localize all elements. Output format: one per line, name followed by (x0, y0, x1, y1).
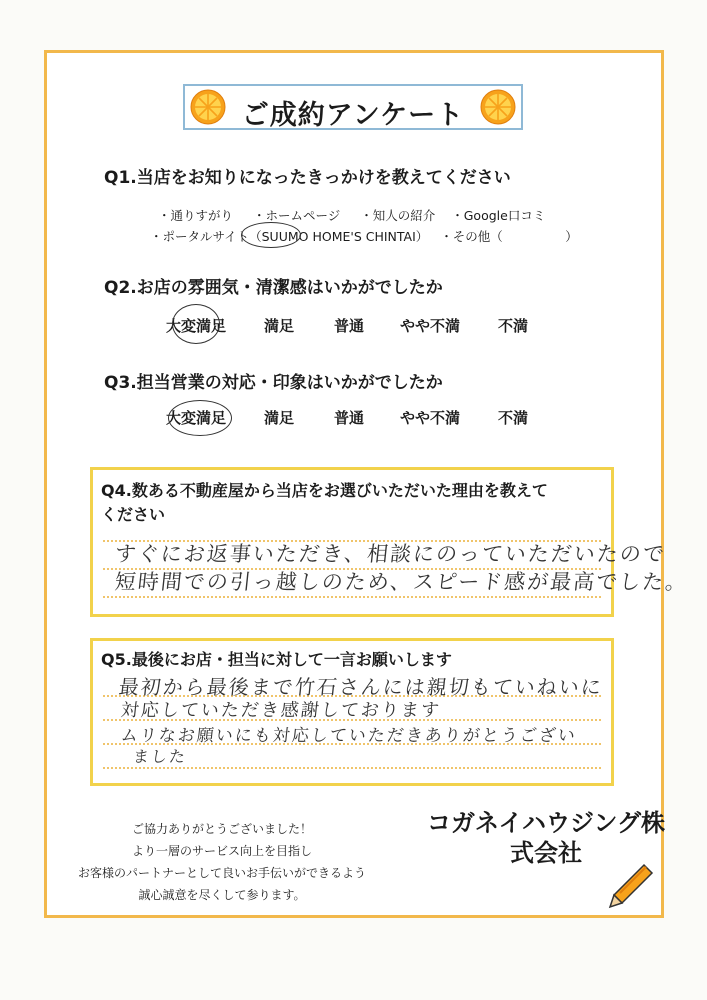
q3-question: Q3.担当営業の対応・印象はいかがでしたか (104, 373, 443, 393)
q4-answer-line2: 短時間での引っ越しのため、スピード感が最高でした。 (113, 570, 690, 594)
q1-option: ・ポータルサイト（SUUMO HOME'S CHINTAI） (150, 229, 429, 244)
q4-question-line2: ください (101, 505, 166, 524)
page-title: ご成約アンケート (241, 100, 465, 131)
q5-answer-line2: 対応していただき感謝しております (119, 700, 442, 721)
company-name-line: 式会社 (510, 839, 582, 867)
q5-answer-line4: ました (131, 747, 188, 766)
scale-option: 大変満足 (166, 317, 227, 335)
scale-option: やや不満 (400, 409, 461, 427)
scale-option: やや不満 (400, 317, 461, 335)
title-box (183, 84, 523, 130)
q5-question: Q5.最後にお店・担当に対して一言お願いします (101, 650, 452, 669)
pencil-icon (600, 855, 660, 915)
q1-option: ・通りすがり (158, 208, 234, 223)
q1-option: ・Google口コミ (451, 208, 546, 223)
scale-option: 満足 (264, 317, 295, 335)
selection-circle (172, 304, 220, 344)
q4-answer-line1: すぐにお返事いただき、相談にのっていただいたので (113, 542, 668, 566)
q1-options-row1 (158, 206, 553, 224)
q1-question: Q1.当店をお知りになったきっかけを教えてください (104, 168, 511, 188)
company-name-line: コガネイハウジング株 (427, 809, 665, 837)
q5-answer-box (90, 638, 614, 786)
q1-option: ・ホームページ (253, 208, 341, 223)
scale-option: 大変満足 (166, 409, 227, 427)
q4-question-line1: Q4.数ある不動産屋から当店をお選びいただいた理由を教えて (101, 481, 548, 500)
q1-option: ・知人の紹介 (360, 208, 436, 223)
dotted-rule (103, 767, 601, 769)
selection-circle (241, 222, 301, 248)
scale-option: 満足 (264, 409, 295, 427)
thanks-line: より一層のサービス向上を目指し (131, 844, 312, 858)
selection-circle (168, 400, 232, 436)
scale-option: 普通 (334, 409, 365, 427)
thanks-line: ご協力ありがとうございました！ (131, 822, 312, 836)
q5-answer-line1: 最初から最後まで竹石さんには親切もていねいに (117, 675, 605, 699)
q5-answer-line3: ムリなお願いにも対応していただきありがとうござい (119, 726, 578, 746)
scale-option: 不満 (498, 409, 529, 427)
thanks-message (62, 818, 382, 906)
scale-option: 普通 (334, 317, 365, 335)
thanks-line: お客様のパートナーとして良いお手伝いができるよう (77, 866, 366, 880)
q1-option: ・その他（ ） (440, 229, 578, 244)
q2-question: Q2.お店の雰囲気・清潔感はいかがでしたか (104, 278, 443, 298)
dotted-rule (103, 596, 601, 598)
q4-answer-box (90, 467, 690, 617)
thanks-line: 誠心誠意を尽くして参ります。 (138, 888, 306, 902)
orange-slice-icon (480, 89, 516, 125)
q1-options-row2 (150, 227, 586, 245)
scale-option: 不満 (498, 317, 529, 335)
